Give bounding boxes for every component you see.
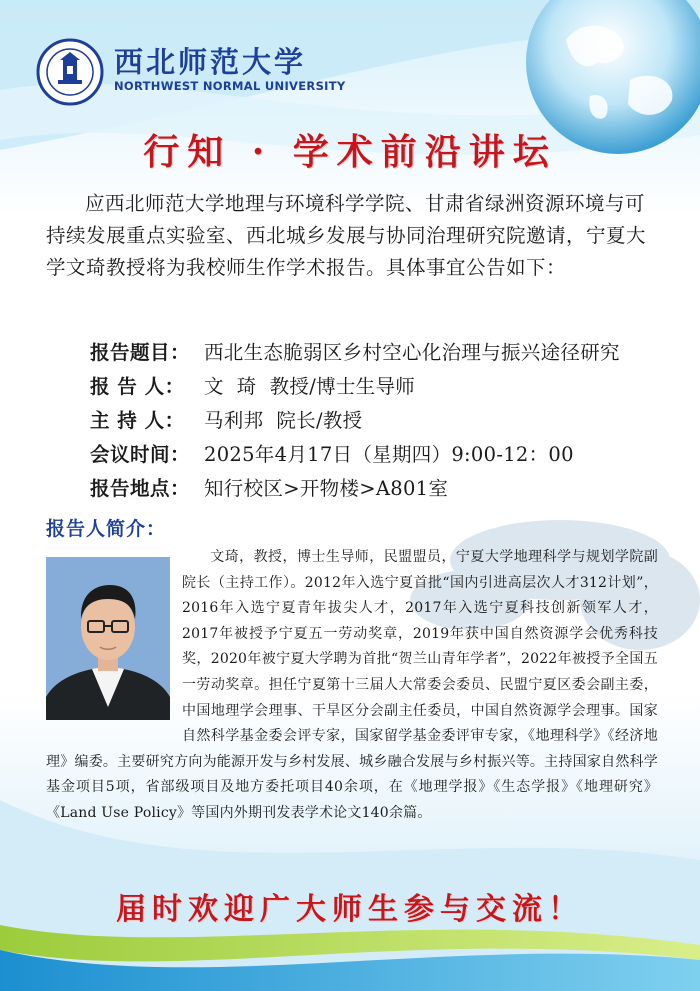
info-value: 西北生态脆弱区乡村空心化治理与振兴途径研究 (204, 341, 620, 364)
info-row-time (90, 438, 680, 472)
info-label: 报 告 人： (90, 375, 185, 398)
info-label: 报告题目： (90, 341, 191, 364)
info-label: 会议时间： (90, 443, 191, 466)
bio-heading: 报告人简介： (46, 518, 167, 540)
closing-slogan: 届时欢迎广大师生参与交流！ (116, 892, 584, 927)
info-row-topic (90, 336, 680, 370)
info-value: 知行校区>开物楼>A801室 (204, 477, 449, 500)
info-value: 马利邦 院长/教授 (204, 409, 363, 432)
info-row-speaker (90, 370, 680, 404)
bio-text: 文琦，教授，博士生导师，民盟盟员，宁夏大学地理科学与规划学院副院长（主持工作）。2012年入选宁夏首批“国内引进高层次人才312计划”，2016年入选宁夏青年拔尖人才，2017年入选宁夏科技创新领军人才，2017年被授予宁夏五一劳动奖章，2019年获中国自然资源学会优秀科技奖，2020年被宁夏大学聘为首批“贺兰山青年学者”，2022年被授予全国五一劳动奖章。担任宁夏第十三届人大常委会委员、民盟宁夏区委会副主委，中国地理学会理事、干旱区分会副主任委员，中国自然资源学会理事。国家自然科学基金委会评专家，国家留学基金委评审专家，《地理科学》《经济地理》编委。主要研究方向为能源开发与乡村发展、城乡融合发展与乡村振兴等。主持国家自然科学基金项目5项，省部级项目及地方委托项目40余项，在《地理学报》《生态学报》《地理研究》《Land Use Policy》等国内外期刊发表学术论文140余篇。 (46, 549, 658, 821)
info-label: 报告地点： (90, 477, 191, 500)
university-name-cn: 西北师范大学 (114, 45, 307, 79)
info-row-host (90, 404, 680, 438)
event-info (90, 336, 680, 506)
info-row-location (90, 472, 680, 506)
university-seal-icon (36, 38, 104, 106)
info-value: 文 琦 教授/博士生导师 (204, 375, 416, 398)
info-value: 2025年4月17日（星期四）9:00-12：00 (204, 443, 574, 466)
page-title: 行知 · 学术前沿讲坛 (143, 131, 557, 173)
university-name-en: NORTHWEST NORMAL UNIVERSITY (114, 79, 346, 93)
intro-paragraph: 应西北师范大学地理与环境科学学院、甘肃省绿洲资源环境与可持续发展重点实验室、西北城乡发展与协同治理研究院邀请，宁夏大学文琦教授将为我校师生作学术报告。具体事宜公告如下： (46, 192, 647, 279)
info-label: 主 持 人： (90, 409, 185, 432)
speaker-photo (46, 557, 170, 720)
